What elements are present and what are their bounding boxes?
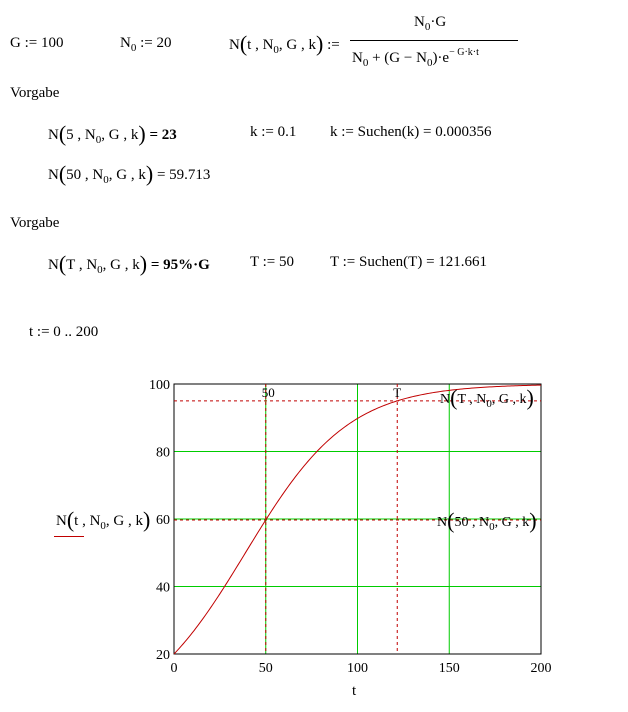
block2-solve-T[interactable]: T := Suchen(T) = 121.661 xyxy=(330,254,488,270)
marker-label-yT: N(T , $N_0$, G , k) xyxy=(440,384,534,410)
block1-guess-k[interactable]: k := 0.1 xyxy=(250,124,297,140)
func-args-rest: , G , k xyxy=(278,37,317,53)
block2-eq[interactable]: N(T , $N_0$, G , k) = 95%·G xyxy=(48,251,210,276)
block2-guess-T[interactable]: T := 50 xyxy=(250,254,295,270)
block1-eq2[interactable]: N(50 , $N_0$, G , k) = 59.713 xyxy=(48,161,211,186)
marker-label-y50: N(50 , $N_0$, G , k) xyxy=(437,507,537,533)
marker-label-xT: T xyxy=(393,385,402,400)
def-N0-label: N xyxy=(120,35,131,51)
def-N0-sub: 0 xyxy=(130,42,137,54)
func-assign: := xyxy=(327,37,340,53)
func-args-sub: 0 xyxy=(273,44,279,56)
fraction-numerator: $N_0\cdot G$ xyxy=(414,14,447,33)
def-function-lhs[interactable]: N(t , $N_0$, G , k) := xyxy=(229,31,340,56)
func-args: t , N xyxy=(247,37,274,53)
func-name: N xyxy=(229,37,240,53)
plot-xlabel: t xyxy=(352,683,357,699)
y-tick-label-20: 20 xyxy=(156,648,170,663)
fraction-denominator: $N_0 + (G - N_0)\cdot e^{- G\cdot k\cdot t}$ xyxy=(352,47,479,69)
y-tick-label-100: 100 xyxy=(149,378,170,393)
def-N0-value: := 20 xyxy=(140,35,172,51)
x-tick-label-150: 150 xyxy=(438,661,460,676)
y-tick-label-60: 60 xyxy=(156,513,170,528)
def-G[interactable]: G := 100 xyxy=(10,35,64,51)
y-tick-label-80: 80 xyxy=(156,445,170,461)
x-tick-label-200: 200 xyxy=(530,661,552,676)
x-tick-label-50: 50 xyxy=(258,661,273,676)
marker-label-x50: 50 xyxy=(261,385,275,400)
range-def-t[interactable]: t := 0 .. 200 xyxy=(29,324,99,340)
x-tick-label-0: 0 xyxy=(170,661,178,676)
block1-eq1[interactable]: N(5 , $N_0$, G , k) = 23 xyxy=(48,121,177,146)
plot-ylabel[interactable]: N(t , $N_0$, G , k) xyxy=(56,507,151,532)
block1-eq2-rhs: = 59.713 xyxy=(156,167,211,183)
block2-heading: Vorgabe xyxy=(10,215,60,231)
block1-heading: Vorgabe xyxy=(10,85,60,101)
block1-solve-k[interactable]: k := Suchen(k) = 0.000356 xyxy=(330,124,492,140)
block1-eq1-rhs: = 23 xyxy=(149,127,177,143)
x-tick-label-100: 100 xyxy=(347,661,368,676)
y-tick-label-40: 40 xyxy=(156,580,170,596)
block2-eq-rhs: = 95%·G xyxy=(150,257,210,273)
